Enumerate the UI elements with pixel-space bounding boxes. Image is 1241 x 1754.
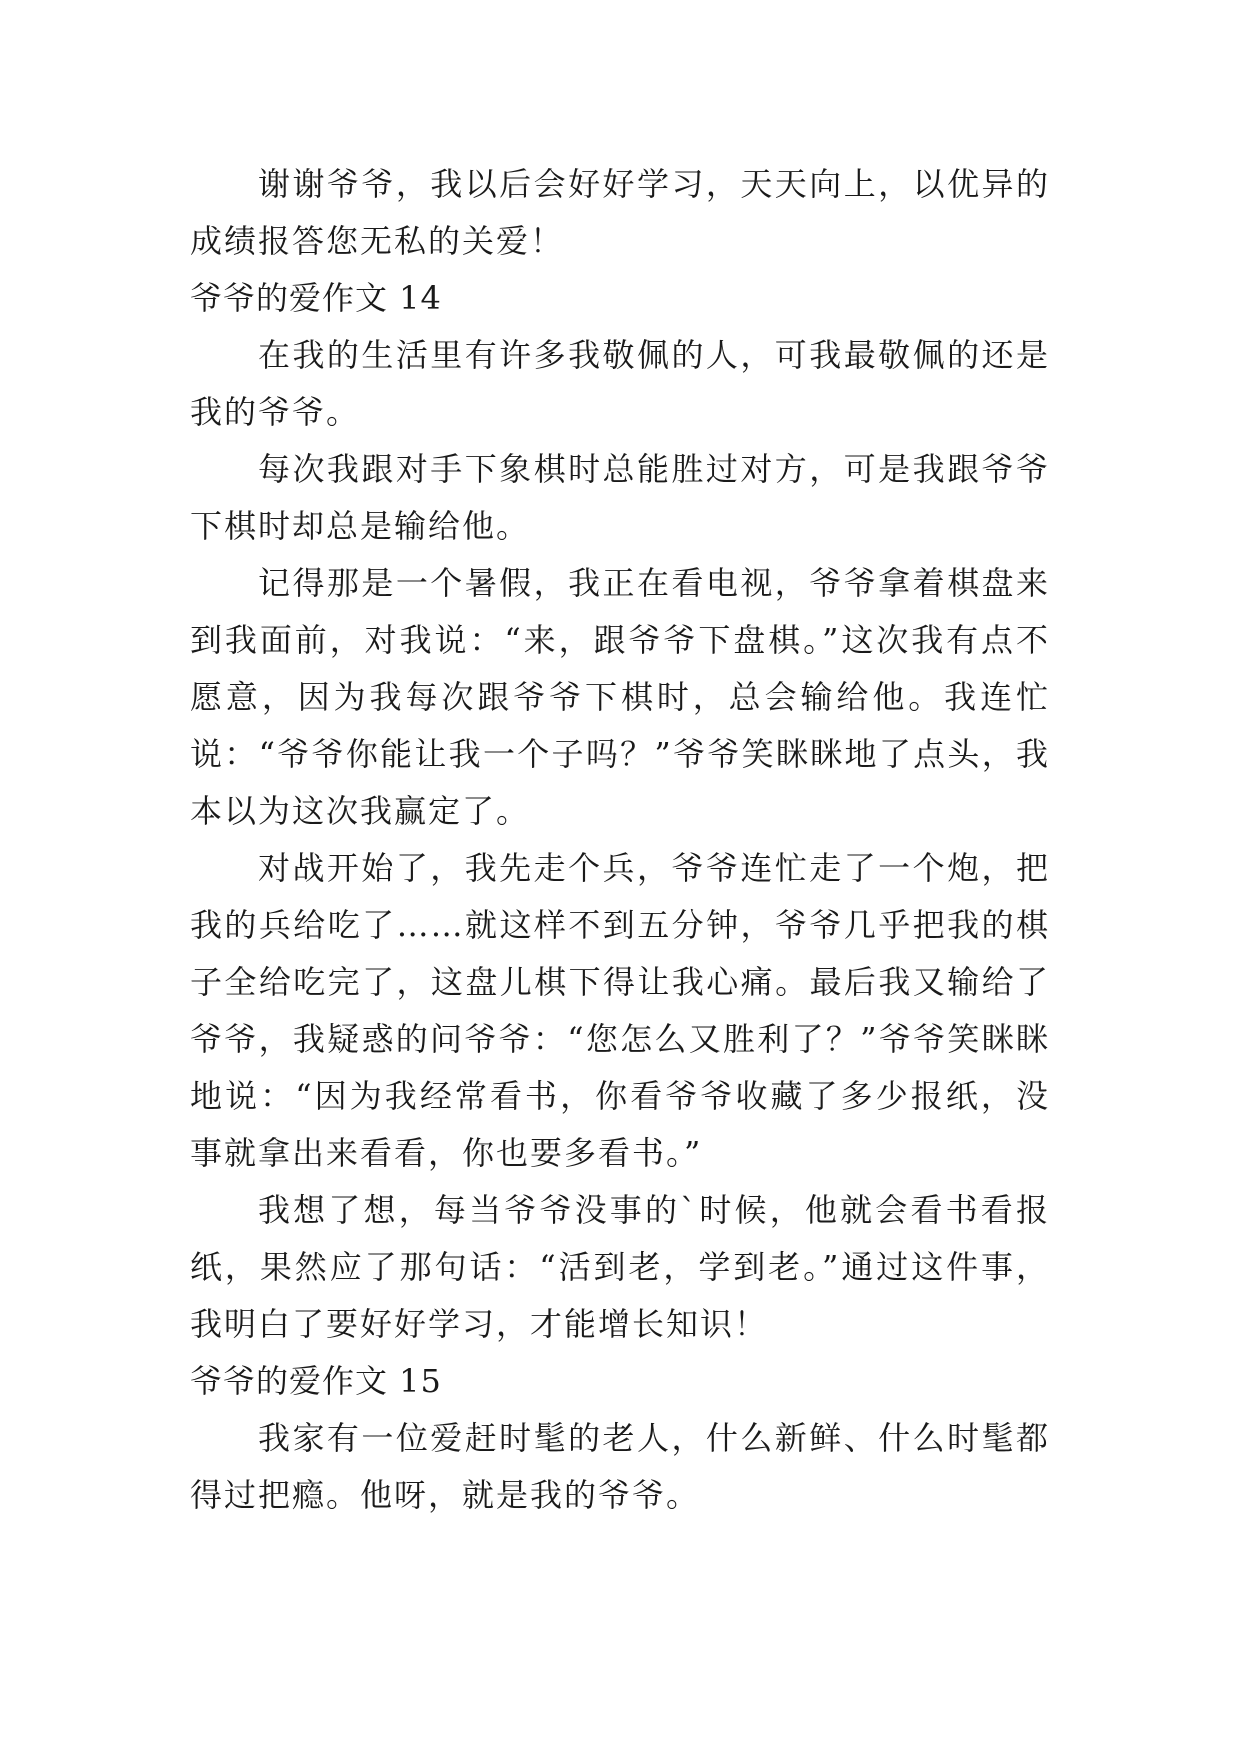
essay-title-14: 爷爷的爱作文 14 bbox=[190, 279, 442, 317]
paragraph-chess-intro: 每次我跟对手下象棋时总能胜过对方，可是我跟爷爷下棋时却总是输给他。 bbox=[190, 450, 1050, 545]
paragraph-chess-match: 对战开始了，我先走个兵，爷爷连忙走了一个炮，把我的兵给吃了……就这样不到五分钟，爷爷几乎把我的棋子全给吃完了，这盘儿棋下得让我心痛。最后我又输给了爷爷，我疑惑的问爷爷：“您怎么又胜利了？”爷爷笑眯眯地说：“因为我经常看书，你看爷爷收藏了多少报纸，没事就拿出来看看，你也要多看书。” bbox=[190, 849, 1050, 1172]
essay-title-15: 爷爷的爱作文 15 bbox=[190, 1362, 442, 1400]
paragraph-lesson-learned: 我想了想，每当爷爷没事的`时候，他就会看书看报纸，果然应了那句话：“活到老，学到老。”通过这件事，我明白了要好好学习，才能增长知识！ bbox=[190, 1191, 1050, 1343]
paragraph-summer-memory: 记得那是一个暑假，我正在看电视，爷爷拿着棋盘来到我面前，对我说：“来，跟爷爷下盘棋。”这次我有点不愿意，因为我每次跟爷爷下棋时，总会输给他。我连忙说：“爷爷你能让我一个子吗？”爷爷笑眯眯地了点头，我本以为这次我赢定了。 bbox=[190, 564, 1050, 830]
paragraph-trendy-grandpa: 我家有一位爱赶时髦的老人，什么新鲜、什么时髦都得过把瘾。他呀，就是我的爷爷。 bbox=[190, 1419, 1050, 1514]
document-body bbox=[190, 156, 1050, 1524]
paragraph-closing-thanks: 谢谢爷爷，我以后会好好学习，天天向上，以优异的成绩报答您无私的关爱！ bbox=[190, 165, 1050, 260]
paragraph-admire-grandpa: 在我的生活里有许多我敬佩的人，可我最敬佩的还是我的爷爷。 bbox=[190, 336, 1050, 431]
